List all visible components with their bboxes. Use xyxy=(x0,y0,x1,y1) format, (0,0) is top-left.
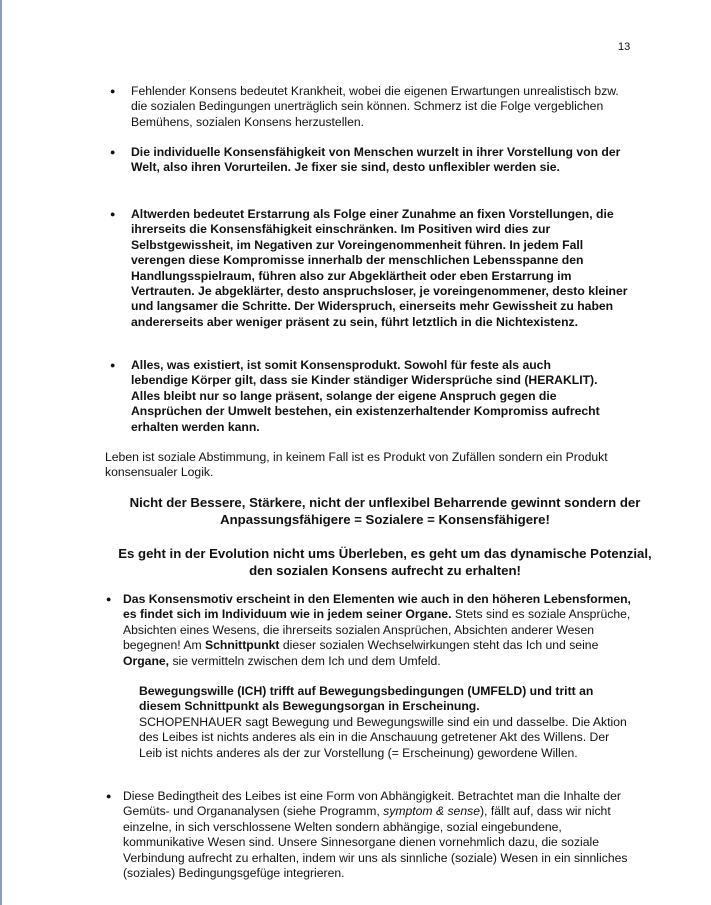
bullet-icon: ● xyxy=(110,147,116,157)
bullet-icon: ● xyxy=(110,360,116,370)
konsensmotiv-text-2: dieser sozialen Wechselwirkungen steht das Ich und seine xyxy=(279,638,599,653)
bullet-icon: ● xyxy=(106,594,112,604)
program-title: symptom & sense xyxy=(383,804,480,819)
bedingtheit-text-2: ), fällt auf, dass wir nicht einzelne, in sich verschlossene Welten sondern abhängige, sozial eingebundene, kommunikative Wesen sind. Unsere Sinnesorgane dienen vornehmlich dazu, die soziale Verbindung aufrecht zu erhalten, indem wir uns als sinnliche (soziale) Wesen in ein sinnliches (soziales) Bedingungsgefüge integrieren. xyxy=(123,804,628,881)
konsensmotiv-lead: Das Konsensmotiv erscheint in den Elementen wie auch in den höheren Lebensformen, es findet sich im Individuum wie in jedem seiner Organe. xyxy=(123,592,631,622)
konsensmotiv-text-1: Stets sind es soziale Ansprüche, Absichten eines Wesens, die ihrerseits sozialen Ansprüchen, Absichten anderer Wesen begegnen! Am xyxy=(123,607,631,653)
bullet-item-konsensprodukt: Alles, was existiert, ist somit Konsensprodukt. Sowohl für feste als auch lebendige Körper gilt, dass sie Kinder ständiger Widersprüche sind (HERAKLIT). Alles bleibt nur so lange präsent, solange der eigene Anspruch gegen die Ansprüchen der Umwelt bestehen, ein existenzerhaltender Kompromiss aufrecht erhalten werden kann. xyxy=(131,358,600,434)
schopenhauer-quote: SCHOPENHAUER sagt Bewegung und Bewegungswille sind ein und dasselbe. Die Aktion des Leibes ist nichts anderes als ein in die Anschauung getretener Akt des Willens. Der Leib ist nichts anderes als der zur Vorstellung (= Erscheinung) gewordene Willen. xyxy=(139,715,627,760)
bullet-item-bedingtheit xyxy=(123,789,635,881)
bewegungswille-statement: Bewegungswille (ICH) trifft auf Bewegungsbedingungen (UMFELD) und tritt an diesem Schnittpunkt als Bewegungsorgan in Erscheinung. xyxy=(139,684,594,714)
centered-statement-evolution: Es geht in der Evolution nicht ums Überleben, es geht um das dynamische Potenzial, den sozialen Konsens aufrecht zu erhalten! xyxy=(118,546,652,578)
bullet-icon: ● xyxy=(106,791,112,801)
bullet-item-krankheit: Fehlender Konsens bedeutet Krankheit, wobei die eigenen Erwartungen unrealistisch bzw. die sozialen Bedingungen unerträglich sein können. Schmerz ist die Folge vergeblichen Bemühens, sozialen Konsens herzustellen. xyxy=(131,84,619,129)
bullet-icon: ● xyxy=(110,86,116,96)
bullet-item-altwerden: Altwerden bedeutet Erstarrung als Folge einer Zunahme an fixen Vorstellungen, die ihrerseits die Konsensfähigkeit einschränken. Im Positiven wird dies zur Selbstgewissheit, im Negativen zur Voreingenommenheit führen. In jedem Fall verengen diese Kompromisse innerhalb der menschlichen Lebensspanne den Handlungsspielraum, führen also zur Abgeklärtheit oder eben Erstarrung im Vertrauten. Je abgeklärter, desto anspruchsloser, je voreingenommener, desto kleiner und langsamer die Schritte. Der Widerspruch, einerseits mehr Gewissheit zu haben andererseits aber weniger präsent zu sein, führt letztlich in die Nichtexistenz. xyxy=(131,207,628,329)
bullet-item-konsensmotiv xyxy=(123,592,635,669)
organe-term: Organe, xyxy=(123,653,170,668)
bullet-icon: ● xyxy=(110,209,116,219)
page-left-border xyxy=(0,0,2,905)
schnittpunkt-term: Schnittpunkt xyxy=(205,638,280,653)
konsensmotiv-text-3: sie vermitteln zwischen dem Ich und dem Umfeld. xyxy=(169,653,441,668)
bullet-item-konsensfaehigkeit: Die individuelle Konsensfähigkeit von Menschen wurzelt in ihrer Vorstellung von der Welt, also ihren Vorurteilen. Je fixer sie sind, desto unflexibler werden sie. xyxy=(131,145,621,175)
page-number: 13 xyxy=(618,41,631,53)
bedingtheit-text-1: Diese Bedingtheit des Leibes ist eine Form von Abhängigkeit. Betrachtet man die Inhalte der Gemüts- und Organanalysen (siehe Programm, xyxy=(123,789,621,819)
centered-statement-anpassung: Nicht der Bessere, Stärkere, nicht der unflexibel Beharrende gewinnt sondern der Anpassungsfähigere = Sozialere = Konsensfähigere! xyxy=(129,495,641,527)
paragraph-leben: Leben ist soziale Abstimmung, in keinem Fall ist es Produkt von Zufällen sondern ein Produkt konsensualer Logik. xyxy=(105,450,608,480)
